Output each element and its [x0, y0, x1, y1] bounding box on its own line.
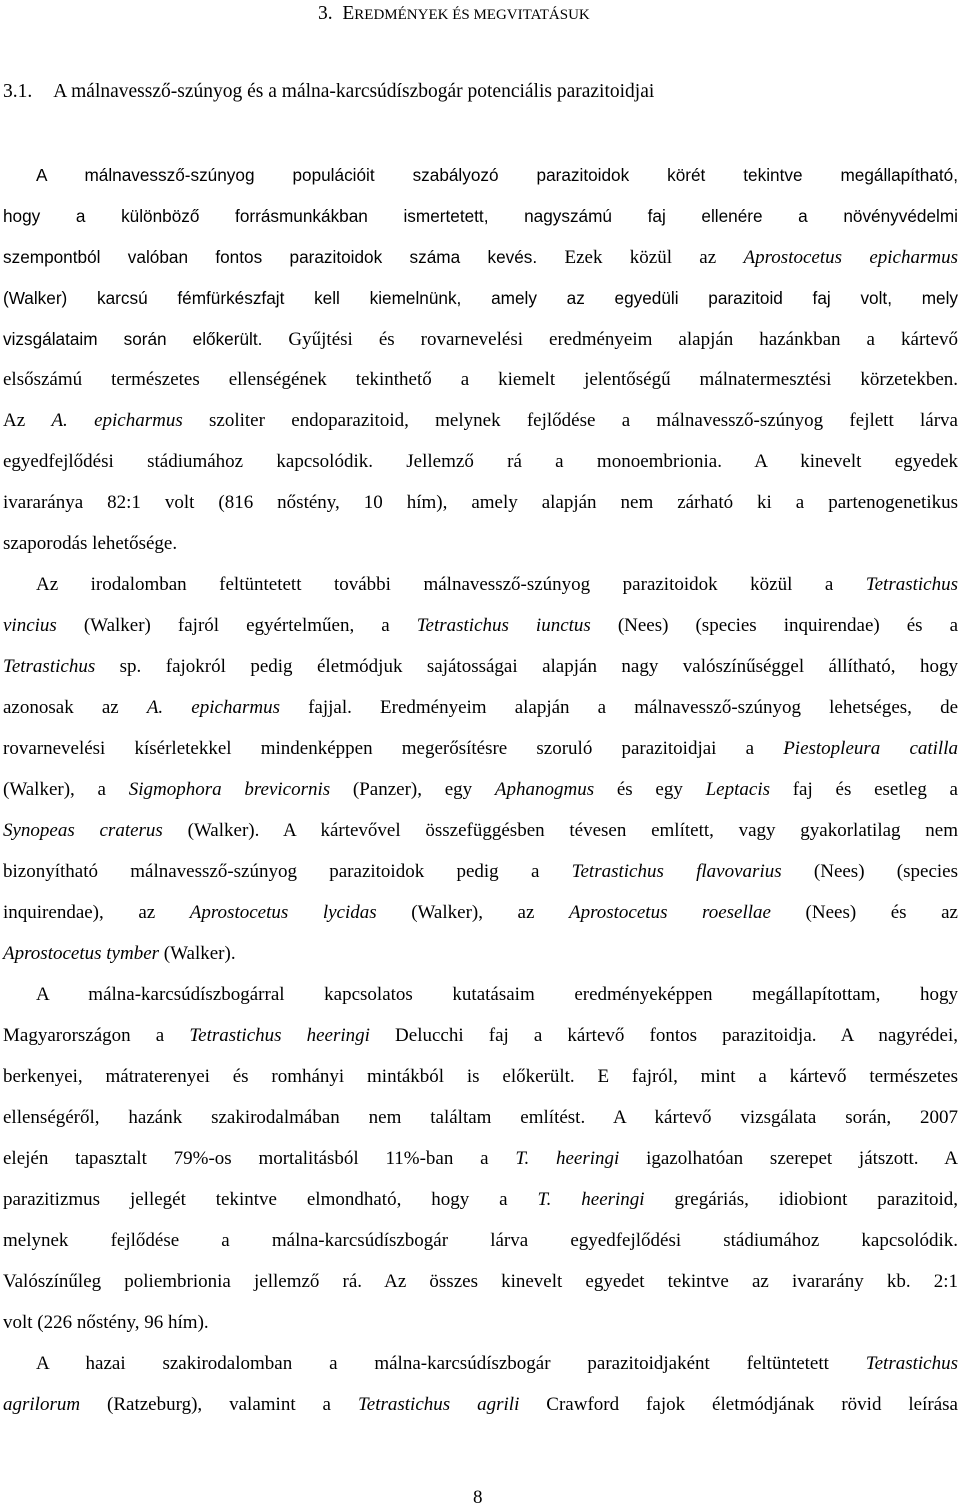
- species-name: Piestopleura catilla: [783, 738, 958, 759]
- text-line: [3, 491, 958, 515]
- text-run: Az irodalomban feltüntetett további málnavessző-szúnyog parazitoidok közül a: [36, 574, 866, 595]
- text-run: Crawford fajok életmódjának rövid leírása: [519, 1394, 958, 1415]
- text-run: vizsgálataim során előkerült.: [3, 329, 263, 349]
- text-run: faj és esetleg a: [770, 779, 958, 800]
- text-line: [3, 327, 958, 352]
- text-line: [3, 1024, 958, 1048]
- text-run: szoliter endoparazitoid, melynek fejlődése a málnavessző-szúnyog fejlett lárva: [182, 410, 958, 431]
- text-run: melynek fejlődése a málna-karcsúdíszbogár lárva egyedfejlődési stádiumához kapcsolódik.: [3, 1230, 958, 1251]
- text-line: [3, 737, 958, 761]
- text-run: Valószínűleg poliembrionia jellemző rá. Az összes kinevelt egyedet tekintve az ivararány kb. 2:1: [3, 1271, 958, 1292]
- page-number: 8: [473, 1487, 483, 1508]
- section-number: 3.1.: [3, 81, 33, 102]
- text-line: [3, 368, 958, 392]
- species-name: Aphanogmus: [494, 779, 595, 800]
- text-run: ellenségéről, hazánk szakirodalmában nem találtam említést. A kártevő vizsgálata során, 2007: [3, 1107, 958, 1128]
- text-line: [36, 163, 958, 188]
- text-run: (Walker), a: [3, 779, 129, 800]
- text-run: gregáriás, idiobiont parazitoid,: [644, 1189, 958, 1210]
- species-name: agrilorum: [3, 1394, 81, 1415]
- species-name: Tetrastichus iunctus: [416, 615, 591, 636]
- species-name: Tetrastichus flavovarius: [571, 861, 782, 882]
- species-name: A. epicharmus: [51, 410, 183, 431]
- text-run: hogy a különböző forrásmunkákban ismertetett, nagyszámú faj ellenére a növényvédelmi: [3, 206, 958, 226]
- text-run: A málna-karcsúdíszbogárral kapcsolatos kutatásaim eredményeképpen megállapítottam, hogy: [36, 984, 958, 1005]
- chapter-title-rest: REDMÉNYEK ÉS MEGVITATÁSUK: [354, 7, 590, 23]
- text-run: (Ratzeburg), valamint a: [80, 1394, 358, 1415]
- text-line: [3, 655, 958, 679]
- species-name: Aprostocetus tymber: [3, 943, 160, 964]
- text-line: [3, 1147, 958, 1171]
- text-run: Ezek közül az: [537, 247, 744, 268]
- species-name: Aprostocetus roesellae: [568, 902, 771, 923]
- text-line: [3, 860, 958, 884]
- text-line: [36, 983, 958, 1007]
- text-run: szempontból valóban fontos parazitoidok száma kevés.: [3, 247, 538, 267]
- text-run: (Nees) (species: [781, 861, 958, 882]
- species-name: Tetrastichus: [3, 656, 96, 677]
- text-run: azonosak az: [3, 697, 147, 718]
- species-name: Tetrastichus: [865, 574, 958, 595]
- text-run: (Nees) és az: [770, 902, 958, 923]
- text-line: [3, 532, 958, 556]
- text-line: [3, 450, 958, 474]
- species-name: T. heeringi: [537, 1189, 645, 1210]
- text-run: egyedfejlődési stádiumához kapcsolódik. Jellemző rá a monoembrionia. A kinevelt egyedek: [3, 451, 958, 472]
- text-run: volt (226 nőstény, 96 hím).: [3, 1312, 209, 1333]
- text-run: bizonyítható málnavessző-szúnyog parazitoidok pedig a: [3, 861, 572, 882]
- text-run: A málnavessző-szúnyog populációit szabályozó parazitoidok körét tekintve megállapítható,: [36, 165, 958, 185]
- text-run: (Walker) fajról egyértelműen, a: [56, 615, 417, 636]
- text-line: [3, 942, 958, 966]
- text-run: (Walker) karcsú fémfürkészfajt kell kiemelnünk, amely az egyedüli parazitoid faj volt, mely: [3, 288, 958, 308]
- text-line: [3, 286, 958, 311]
- text-run: (Walker).: [159, 943, 236, 964]
- text-line: [36, 573, 958, 597]
- text-run: szaporodás lehetősége.: [3, 533, 178, 554]
- text-run: (Nees) (species inquirendae) és a: [590, 615, 959, 636]
- section-heading: [3, 80, 654, 104]
- text-line: [3, 1065, 958, 1089]
- text-run: Magyarországon a: [3, 1025, 190, 1046]
- text-run: Gyűjtési és rovarnevelési eredményeim alapján hazánkban a kártevő: [262, 329, 958, 350]
- species-name: Synopeas craterus: [3, 820, 163, 841]
- species-name: Tetrastichus: [865, 1353, 958, 1374]
- text-run: és egy: [594, 779, 706, 800]
- text-run: berkenyei, mátraterenyei és romhányi mintákból is előkerült. E fajról, mint a kártevő természetes: [3, 1066, 958, 1087]
- text-run: elején tapasztalt 79%-os mortalitásból 11%-ban a: [3, 1148, 516, 1169]
- text-run: parazitizmus jellegét tekintve elmondható, hogy a: [3, 1189, 538, 1210]
- text-line: [3, 1106, 958, 1130]
- species-name: Aprostocetus epicharmus: [743, 247, 958, 268]
- text-run: A hazai szakirodalomban a málna-karcsúdíszbogár parazitoidjaként feltüntetett: [36, 1353, 866, 1374]
- text-line: [3, 245, 958, 270]
- text-run: (Walker). A kártevővel összefüggésben tévesen említett, vagy gyakorlatilag nem: [162, 820, 958, 841]
- text-line: [3, 901, 958, 925]
- text-run: Delucchi faj a kártevő fontos parazitoidja. A nagyrédei,: [369, 1025, 958, 1046]
- text-run: rovarnevelési kísérletekkel mindenképpen megerősítésre szoruló parazitoidjai a: [3, 738, 784, 759]
- species-name: vincius: [3, 615, 57, 636]
- text-line: [3, 696, 958, 720]
- text-line: [3, 1270, 958, 1294]
- chapter-number: 3.: [318, 3, 333, 24]
- text-line: [3, 1393, 958, 1417]
- text-line: [3, 1188, 958, 1212]
- text-run: sp. fajokról pedig életmódjuk sajátosságai alapján nagy valószínűséggel állítható, hogy: [95, 656, 958, 677]
- text-line: [3, 614, 958, 638]
- species-name: T. heeringi: [515, 1148, 620, 1169]
- text-line: [3, 1229, 958, 1253]
- text-line: [3, 778, 958, 802]
- species-name: A. epicharmus: [146, 697, 280, 718]
- text-line: [36, 1352, 958, 1376]
- species-name: Tetrastichus heeringi: [189, 1025, 370, 1046]
- text-line: [3, 409, 958, 433]
- species-name: Tetrastichus agrili: [357, 1394, 520, 1415]
- species-name: Aprostocetus lycidas: [189, 902, 377, 923]
- chapter-heading: [318, 2, 590, 27]
- text-run: igazolhatóan szerepet játszott. A: [619, 1148, 958, 1169]
- text-run: inquirendae), az: [3, 902, 190, 923]
- text-line: [3, 1311, 958, 1335]
- text-run: ivararánya 82:1 volt (816 nőstény, 10 hím), amely alapján nem zárható ki a partenogenetikus: [3, 492, 958, 513]
- text-run: fajjal. Eredményeim alapján a málnavessző-szúnyog lehetséges, de: [279, 697, 958, 718]
- species-name: Leptacis: [705, 779, 770, 800]
- text-line: [3, 819, 958, 843]
- text-run: elsőszámú természetes ellenségének tekinthető a kiemelt jelentőségű málnatermesztési körzetekben.: [3, 369, 958, 390]
- chapter-title-initial: E: [342, 3, 355, 24]
- text-line: [3, 204, 958, 229]
- section-title: A málnavessző-szúnyog és a málna-karcsúdíszbogár potenciális parazitoidjai: [53, 81, 655, 102]
- text-run: (Panzer), egy: [330, 779, 495, 800]
- species-name: Sigmophora brevicornis: [128, 779, 331, 800]
- text-run: (Walker), az: [376, 902, 569, 923]
- text-run: Az: [3, 410, 52, 431]
